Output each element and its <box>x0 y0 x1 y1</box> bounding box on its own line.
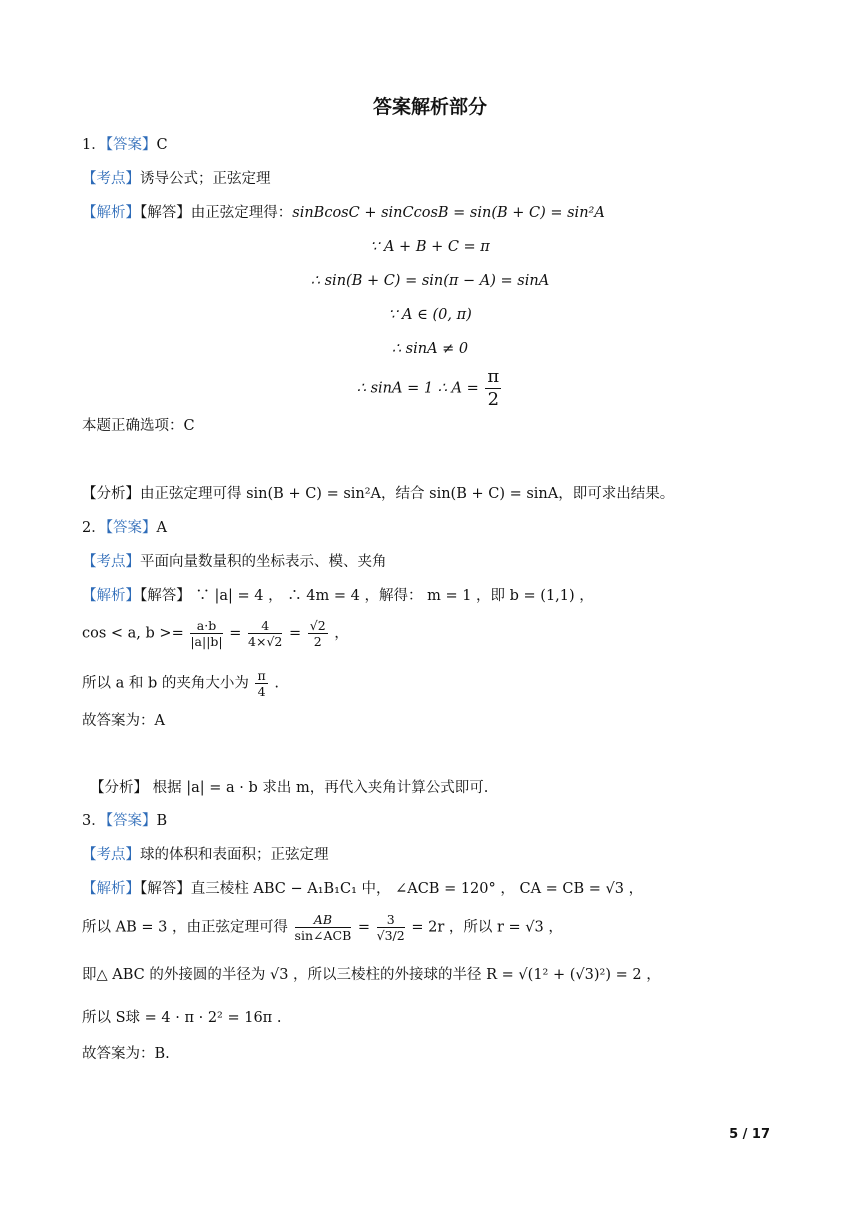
q3-line3: 即△ ABC 的外接圆的半径为 √3 ，所以三棱柱的外接球的半径 R = √(1² + (√3)²) = 2 ， <box>82 967 661 983</box>
q3-frac1 <box>295 912 352 943</box>
q2-jx-tag: 【解析】 <box>82 588 140 604</box>
q1-kp-line <box>82 169 271 189</box>
q3-kp-line <box>82 845 329 865</box>
q1-answer-line <box>82 135 168 155</box>
q3-line1: 【解答】直三棱柱 ABC − A₁B₁C₁ 中， ∠ACB = 120° ， CA = CB = √3 ， <box>140 881 644 897</box>
q3-number: 3． <box>82 813 106 829</box>
q3-frac2 <box>377 912 405 943</box>
q1-number: 1． <box>82 137 106 153</box>
q2-frac1-den: |a||b| <box>190 634 223 649</box>
q3-kp-tag: 【考点】 <box>82 847 140 863</box>
q2-frac1-num: a·b <box>190 618 222 634</box>
q1-jx-tag: 【解析】 <box>82 205 140 221</box>
q3-frac2-den: √3/2 <box>376 928 405 943</box>
q3-conclusion: 故答案为：B. <box>82 1046 170 1062</box>
q3-jx-line <box>82 879 643 899</box>
q2-frac2 <box>248 618 282 649</box>
q2-frac3-num: √2 <box>309 618 326 633</box>
q1-kp-tag: 【考点】 <box>82 171 140 187</box>
q2-kp-tag: 【考点】 <box>82 554 140 570</box>
q1-kp: 诱导公式；正弦定理 <box>140 171 271 187</box>
q2-cos-line: cos < a, b >= $\frac{a\cdot b}{|a||b|}$ = $\frac{4}{4\times√2}$ = $\frac{√2}{2}$ ， <box>82 618 349 649</box>
q2-line3: 所以 a 和 b 的夹角大小为 <box>82 675 249 692</box>
q2-frac1 <box>190 618 222 649</box>
page-number: 5 / 17 <box>729 1127 770 1142</box>
q3-line2: 所以 AB = 3 ，由正弦定理可得 $\frac{AB}{\text{sin∠ACB}}$ = $\frac{3}{√3/2}$ = 2r ，所以 r = √3 ， <box>82 912 563 943</box>
q3-answer-tag: 【答案】 <box>105 813 157 829</box>
q2-answer: A <box>156 520 167 536</box>
q1-eq5: ∴ sinA ≠ 0 <box>391 341 469 357</box>
q2-number: 2． <box>82 520 106 536</box>
q2-frac3-den: 2 <box>313 634 322 649</box>
q1-jx-line <box>82 203 605 223</box>
q2-analysis: 【分析】 根据 |a| = a · b 求出 m，再代入夹角计算公式即可. <box>90 780 489 796</box>
q1-eq6-fraction <box>485 366 501 411</box>
q3-frac1-den: sin∠ACB <box>294 928 352 943</box>
q3-frac2-num: 3 <box>377 912 405 928</box>
q1-eq6-den: 2 <box>487 389 500 410</box>
q2-angle-line <box>82 668 279 699</box>
q1-eq6-num: π <box>487 366 500 387</box>
q2-line2-end: ， <box>334 625 349 642</box>
q1-eq2: ∵ A + B + C = π <box>370 239 490 255</box>
q1-eq3: ∴ sin(B + C) = sin(π − A) = sinA <box>310 273 550 289</box>
q2-cos-prefix: cos < a, b >= <box>82 625 184 642</box>
q3-line4: 所以 S球 = 4 · π · 2² = 16π . <box>82 1010 282 1026</box>
q2-answer-tag: 【答案】 <box>105 520 157 536</box>
q1-conclusion: 本题正确选项：C <box>82 418 195 434</box>
q2-frac2-num: 4 <box>248 618 282 634</box>
q3-kp: 球的体积和表面积；正弦定理 <box>140 847 329 863</box>
q1-answer-tag: 【答案】 <box>105 137 157 153</box>
q3-line2-a: 所以 AB = 3 ，由正弦定理可得 <box>82 919 288 936</box>
page-title: 答案解析部分 <box>372 96 487 118</box>
q3-frac1-num: AB <box>295 912 352 928</box>
q2-frac2-den: 4×√2 <box>248 634 283 649</box>
q3-answer: B <box>156 813 168 829</box>
q1-jd: 【解答】由正弦定理得： <box>140 205 293 221</box>
q2-frac3 <box>308 618 328 649</box>
q2-answer-line <box>82 518 167 538</box>
q2-angle-frac <box>255 668 267 699</box>
q1-eq6-line <box>0 366 860 411</box>
q2-kp: 平面向量数量积的坐标表示、模、夹角 <box>140 554 387 570</box>
q2-line3-end: . <box>274 675 279 692</box>
q2-angle-den: 4 <box>257 684 266 699</box>
q1-eq4: ∵ A ∈ (0, π) <box>388 307 472 323</box>
q3-jx-tag: 【解析】 <box>82 881 140 897</box>
q1-eq1: sinBcosC + sinCcosB = sin(B + C) = sin²A <box>292 205 605 221</box>
q1-eq6: ∴ sinA = 1 ∴ A = <box>356 380 479 397</box>
q1-answer: C <box>156 137 168 153</box>
q2-line1: 【解答】 ∵ |a| = 4 ， ∴ 4m = 4 ，解得： m = 1 ，即 b = (1,1) ， <box>140 588 594 604</box>
q2-jx-line <box>82 586 594 606</box>
q2-kp-line <box>82 552 387 572</box>
q1-analysis: 【分析】由正弦定理可得 sin(B + C) = sin²A，结合 sin(B + C) = sinA，即可求出结果。 <box>82 486 675 502</box>
q2-conclusion: 故答案为：A <box>82 713 165 729</box>
q3-answer-line <box>82 811 167 831</box>
q2-angle-num: π <box>257 668 266 683</box>
q3-line2-b: = 2r ，所以 r = √3 ， <box>411 919 563 936</box>
